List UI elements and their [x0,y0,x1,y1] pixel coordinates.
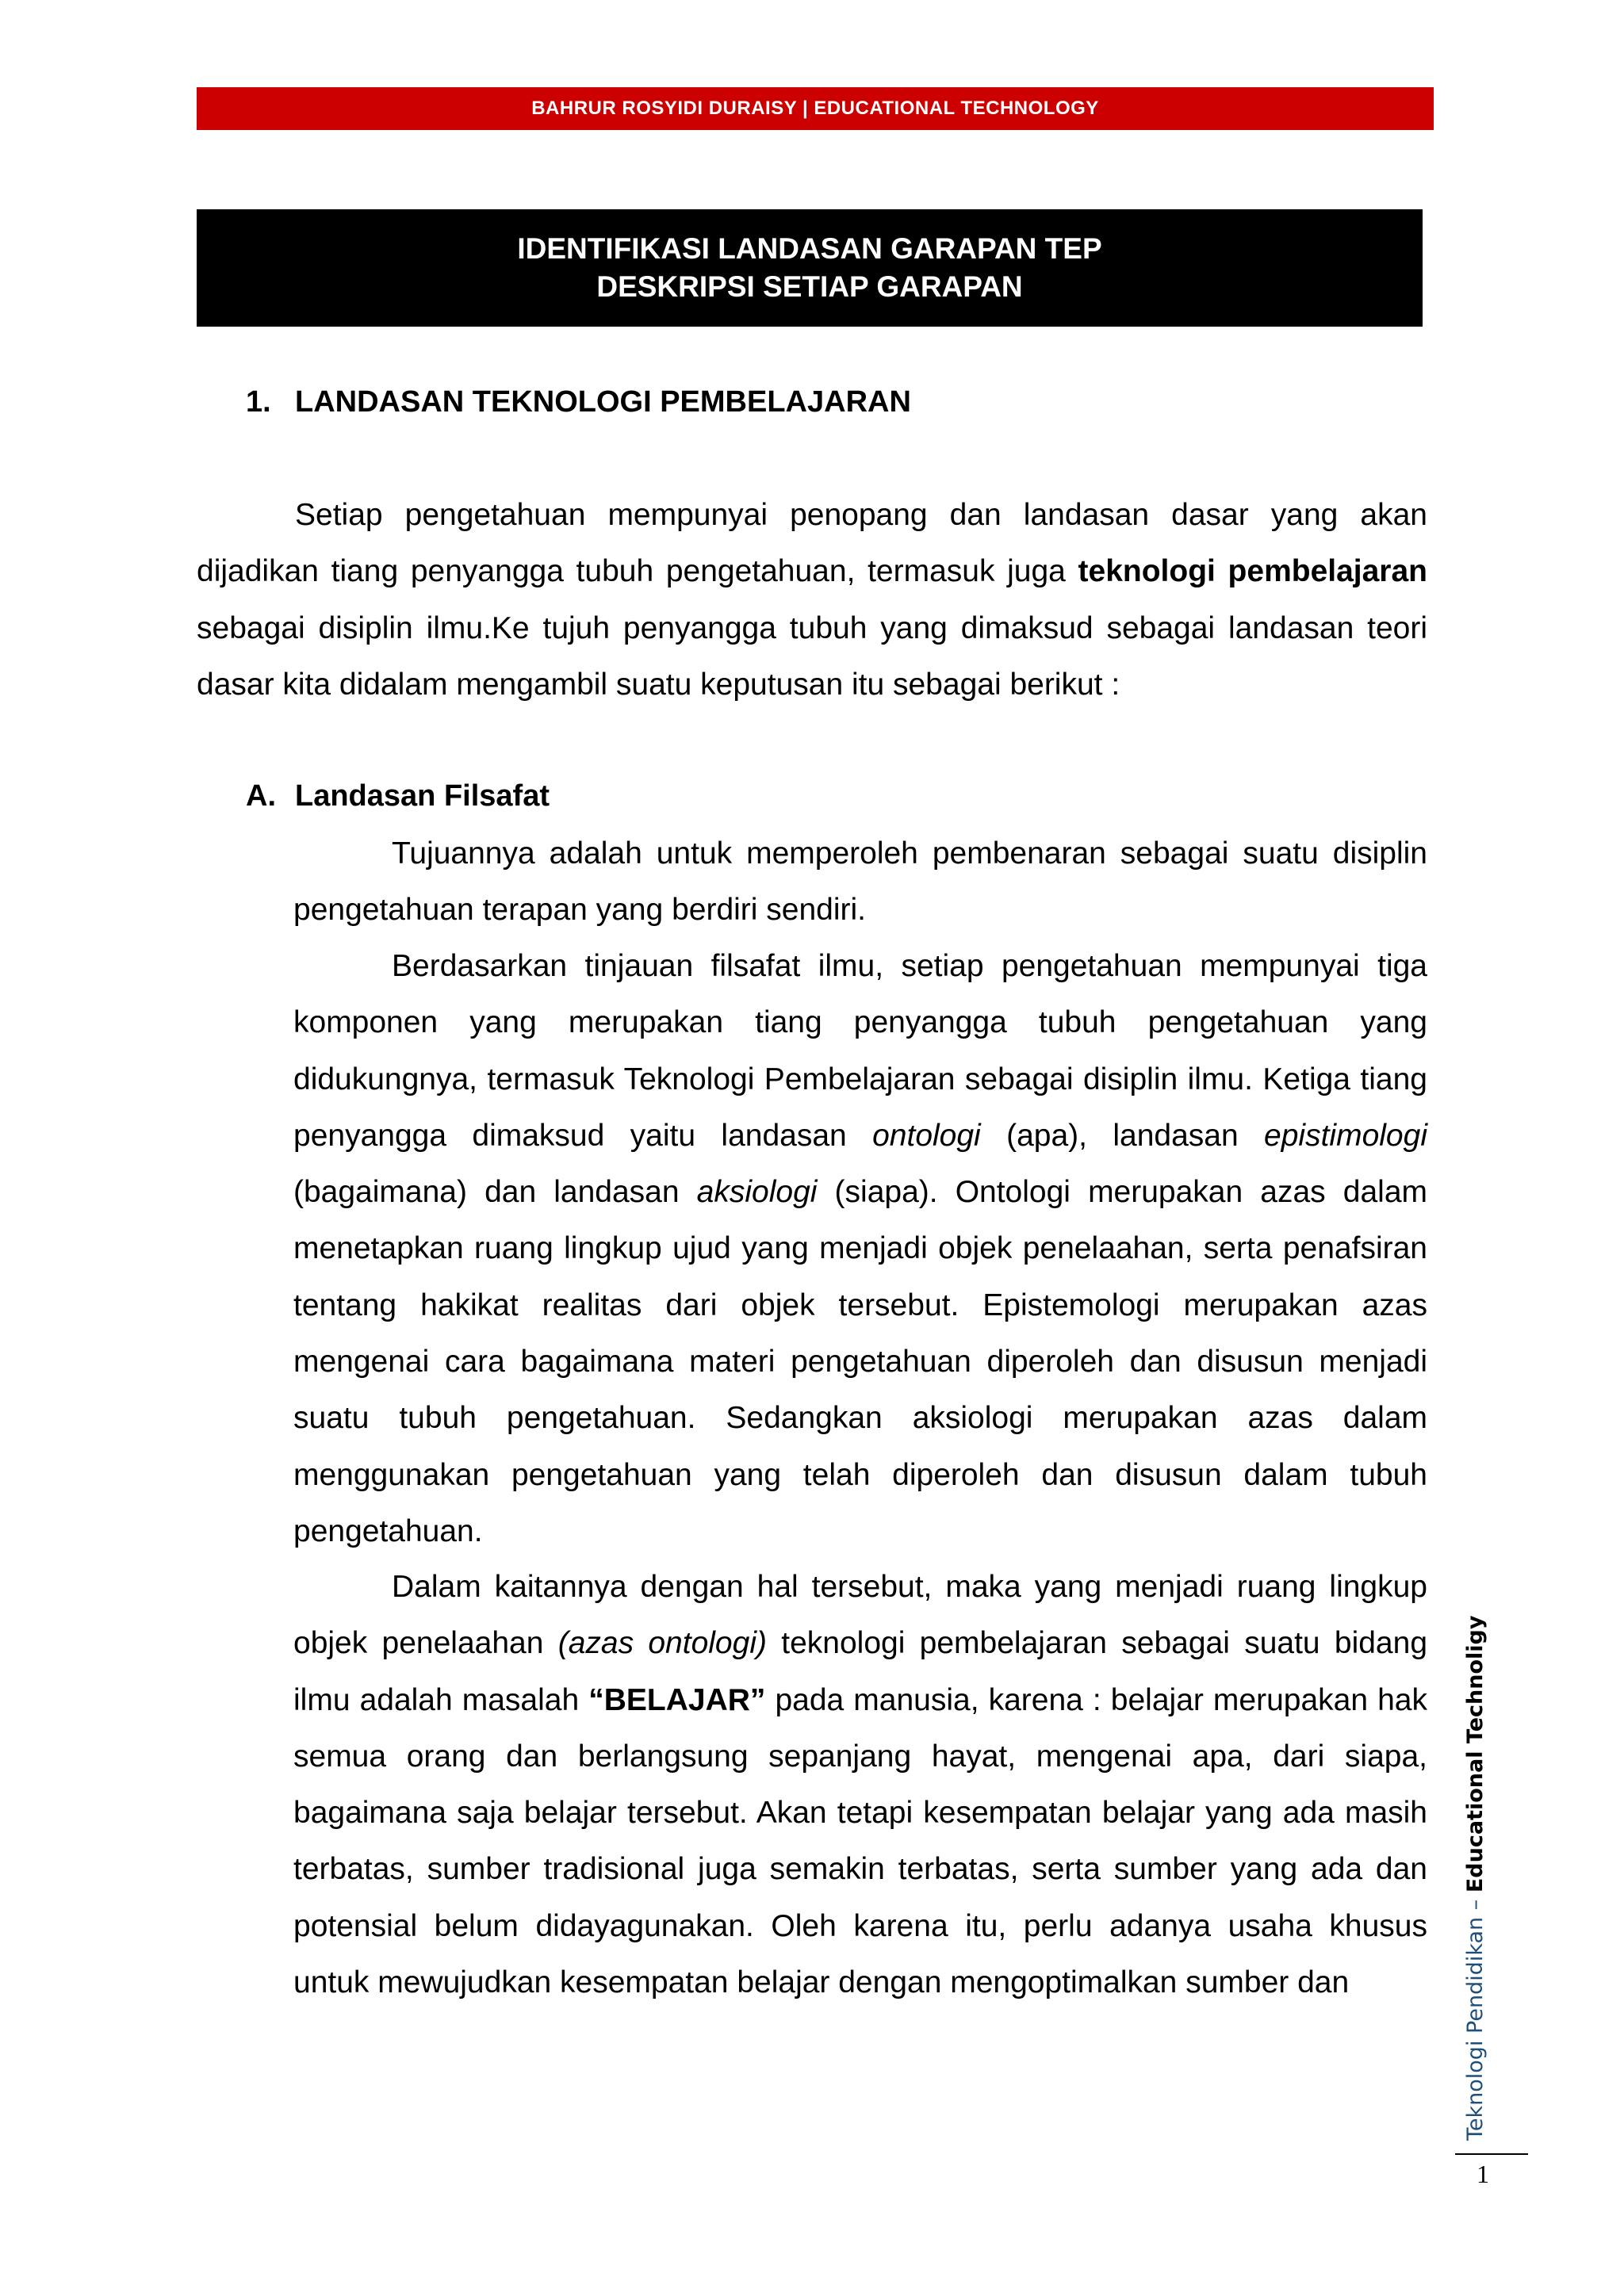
p2-text-3: (bagaimana) dan landasan [293,1175,697,1210]
side-running-label [1463,1616,1488,2141]
p2-text-1: Berdasarkan tinjauan filsafat ilmu, setiap pengetahuan mempunyai tiga komponen yang merupakan tiang penyangga tubuh pengetahuan yang didukungnya, termasuk Teknologi Pembelajaran sebagai disiplin ilmu. Ketiga tiang penyangga dimaksud yaitu landasan [293,949,1427,1153]
p3-text-3: pada manusia, karena : belajar merupakan hak semua orang dan berlangsung sepanjang hayat, mengenai apa, dari siapa, bagaimana saja belajar tersebut. Akan tetapi kesempatan belajar yang ada masih terbatas, sumber tradisional juga semakin terbatas, serta sumber yang ada dan potensial belum didayagunakan. Oleh karena itu, perlu adanya usaha khusus untuk mewujudkan kesempatan belajar dengan mengoptimalkan sumber dan [293,1682,1427,2000]
subsection-title: Landasan Filsafat [295,779,550,813]
p2-italic-aksiologi: aksiologi [696,1175,818,1210]
p3-bold-belajar: “BELAJAR” [588,1682,766,1717]
subsection-heading [246,774,550,818]
filsafat-paragraph-3 [293,1559,1427,2011]
p3-text-1: Dalam kaitannya dengan hal tersebut, maka yang menjadi ruang lingkup objek penelaahan [293,1570,1427,1661]
section-heading [246,383,911,421]
title-line-2: DESKRIPSI SETIAP GARAPAN [596,270,1023,303]
page-number: 1 [1477,2160,1489,2188]
section-title: LANDASAN TEKNOLOGI PEMBELAJARAN [295,385,911,419]
filsafat-paragraph-1 [293,825,1427,939]
document-title-box [197,209,1423,327]
title-line-1: IDENTIFIKASI LANDASAN GARAPAN TEP [517,232,1102,265]
p2-italic-ontologi: ontologi [872,1118,981,1153]
side-label-normal: Teknologi Pendidikan – [1463,1892,1488,2141]
intro-text-1: Setiap pengetahuan mempunyai penopang dan landasan dasar yang akan dijadikan tiang penyangga tubuh pengetahuan, termasuk juga [197,498,1427,589]
p2-italic-epistimologi: epistimologi [1264,1118,1427,1153]
p2-text-2: (apa), landasan [980,1118,1265,1153]
header-text: BAHRUR ROSYIDI DURAISY | EDUCATIONAL TECHNOLOGY [531,98,1099,119]
intro-bold-term: teknologi pembelajaran [1078,554,1427,589]
filsafat-p1-text: Tujuannya adalah untuk memperoleh pembenaran sebagai suatu disiplin pengetahuan terapan yang berdiri sendiri. [293,836,1427,928]
p3-text-2: teknologi pembelajaran sebagai suatu bidang ilmu adalah masalah [293,1626,1428,1717]
section-number: 1. [246,385,271,419]
p2-text-4: (siapa). Ontologi merupakan azas dalam menetapkan ruang lingkup ujud yang menjadi objek penelaahan, serta penafsiran tentang hakikat realitas dari objek tersebut. Epistemologi merupakan azas mengenai cara bagaimana materi pengetahuan diperoleh dan disusun menjadi suatu tubuh pengetahuan. Sedangkan aksiologi merupakan azas dalam menggunakan pengetahuan yang telah diperoleh dan disusun dalam tubuh pengetahuan. [293,1175,1428,1548]
filsafat-paragraph-2 [293,938,1427,1559]
intro-paragraph [197,487,1427,713]
subsection-letter: A. [246,779,276,813]
intro-text-2: sebagai disiplin ilmu.Ke tujuh penyangga tubuh yang dimaksud sebagai landasan teori dasar kita didalam mengambil suatu keputusan itu sebagai berikut : [197,610,1427,702]
page-number-rule [1455,2153,1528,2155]
side-label-bold: Educational Technoligy [1463,1615,1488,1893]
p3-italic-azas-ontologi: (azas ontologi) [557,1626,767,1661]
document-header-bar [197,87,1434,130]
